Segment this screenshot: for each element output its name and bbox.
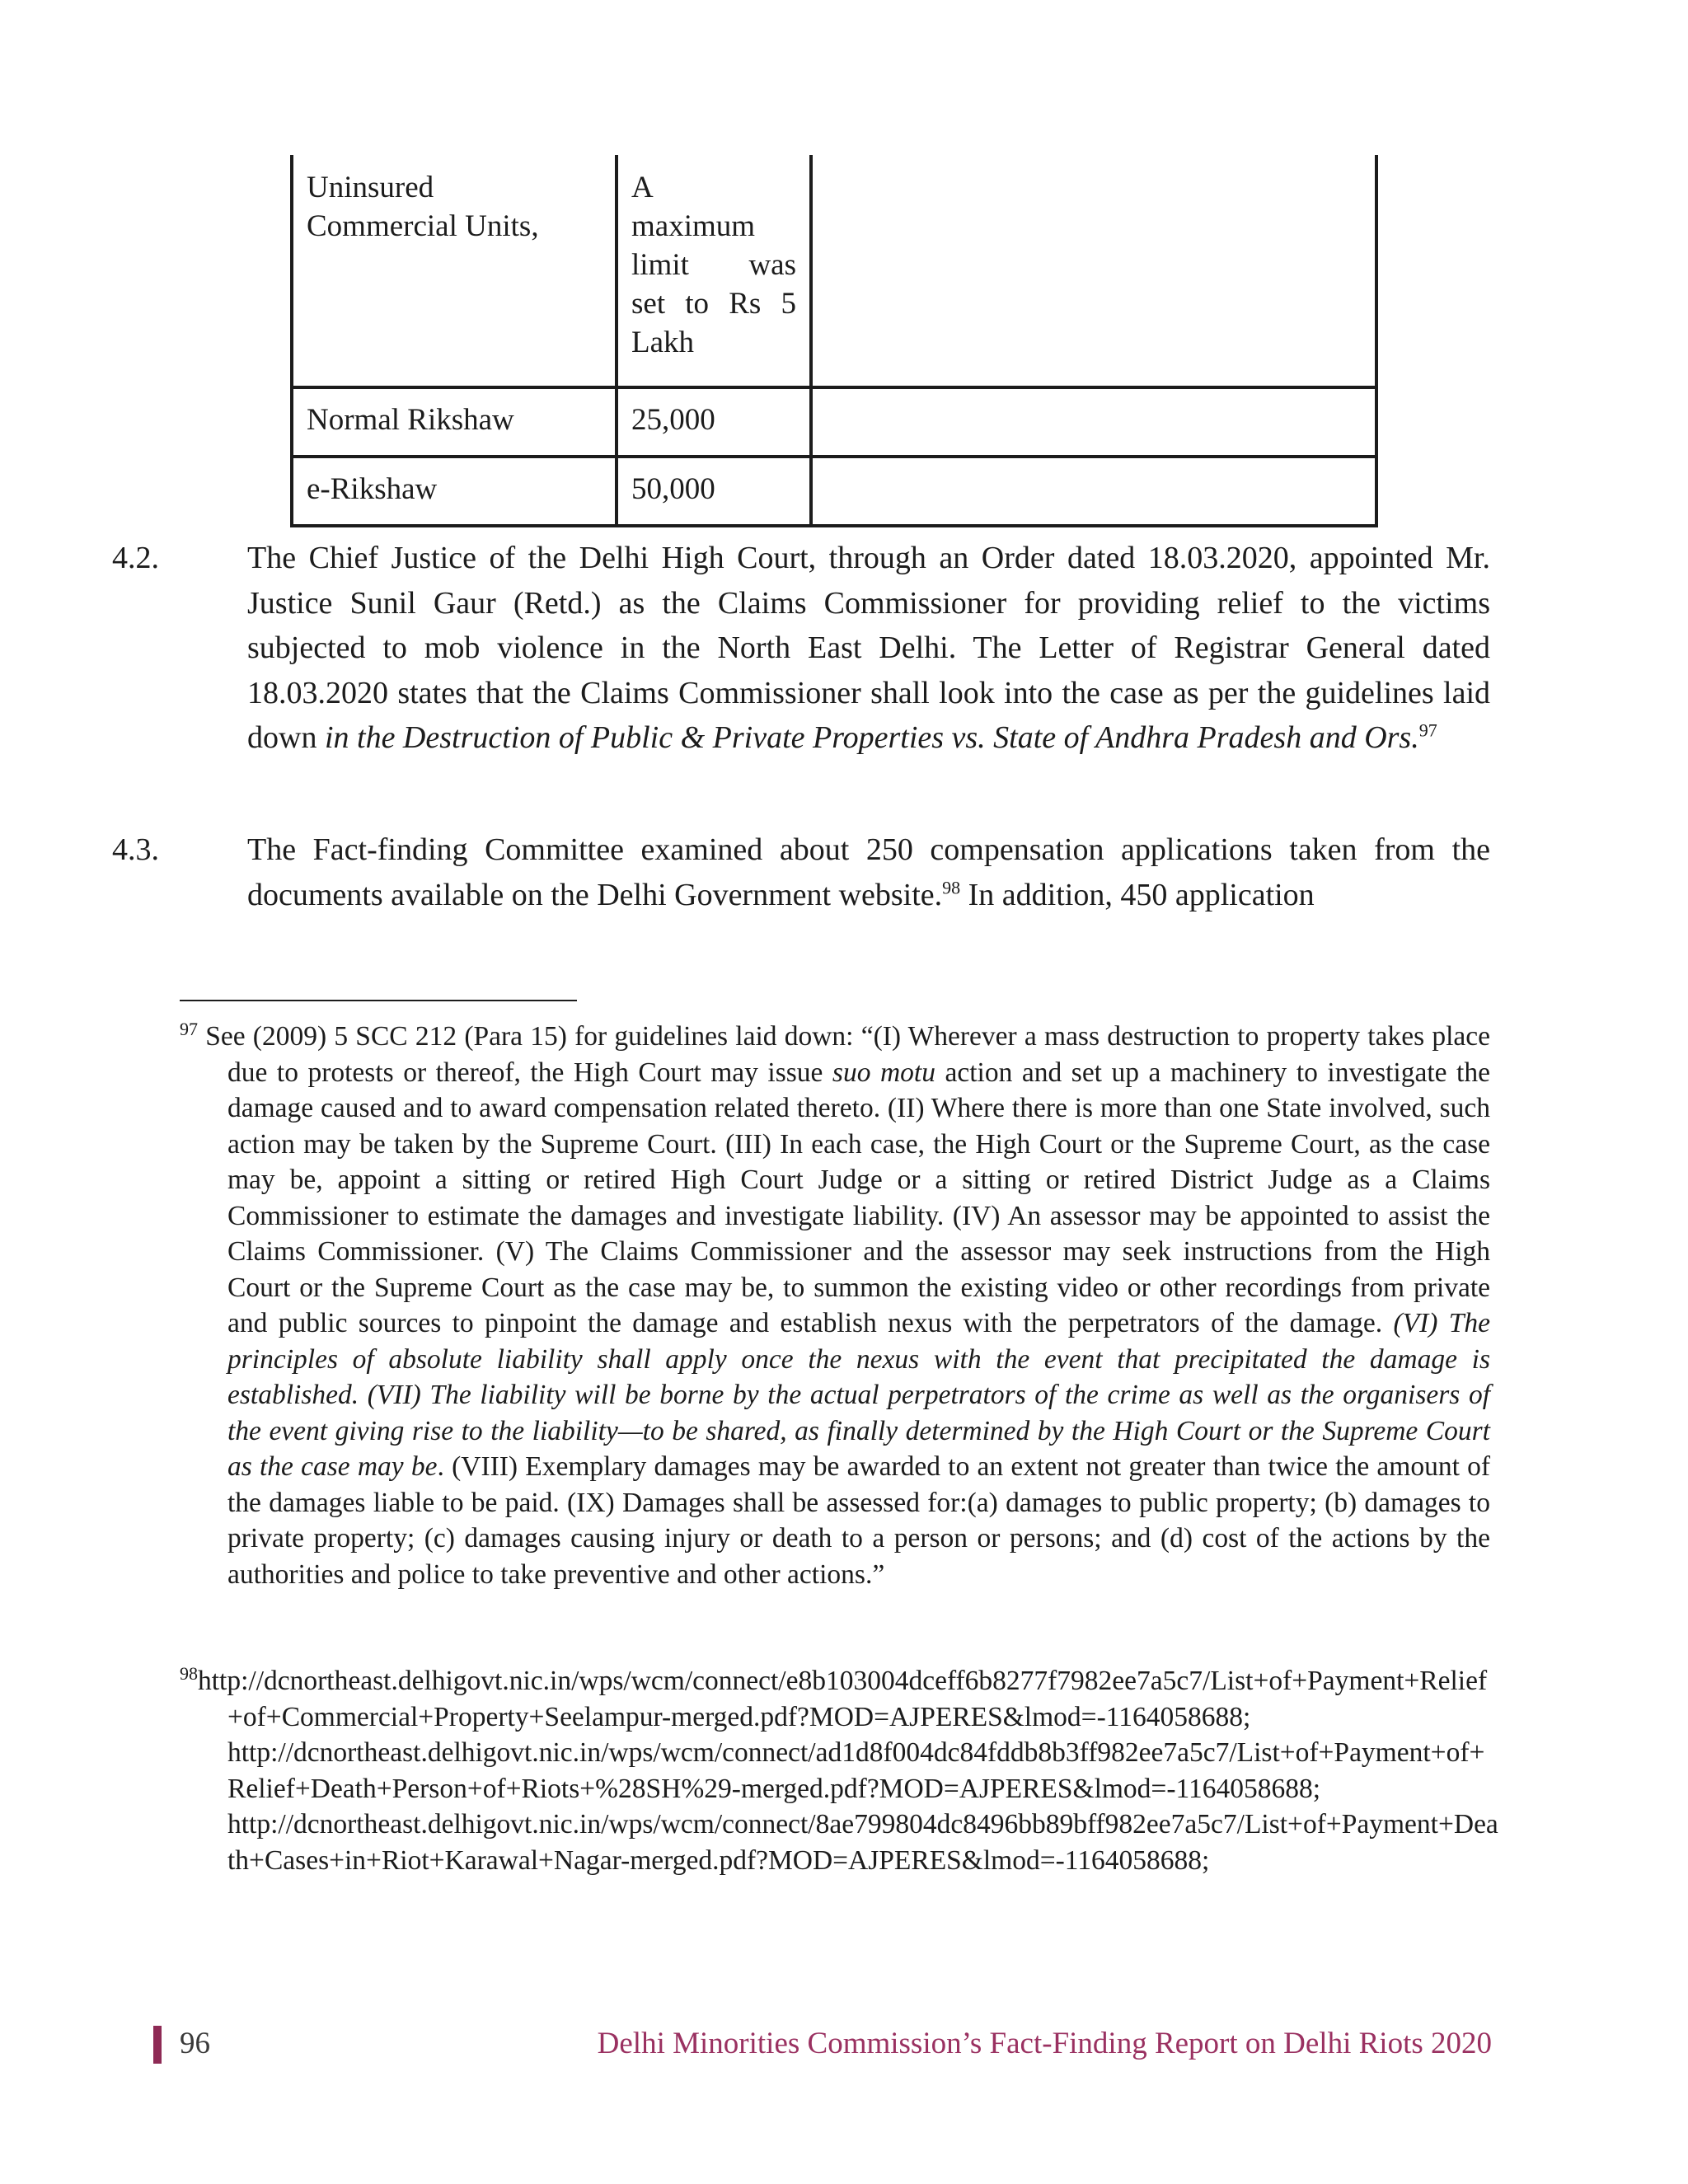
cell-line: Uninsured (307, 171, 434, 204)
paragraph-text-continued: In addition, 450 application (960, 877, 1315, 912)
footnote-marker: 97 (180, 1018, 198, 1039)
footnote-98 (180, 1663, 1498, 1878)
case-citation: in the Destruction of Public & Private Properties vs. State of Andhra Pradesh and Ors. (324, 720, 1419, 755)
table-cell-amount (617, 155, 811, 387)
table-row (292, 457, 1376, 526)
source-link[interactable]: http://dcnortheast.delhigovt.nic.in/wps/wcm/connect/8ae799804dc8496bb89bff982ee7a5c7/List+of+Payment+Death+Cases+in+Riot+Karawal+Nagar-merged.pdf?MOD=AJPERES&lmod=-1164058688; (227, 1809, 1498, 1876)
compensation-table (290, 155, 1378, 527)
paragraph-number: 4.3. (112, 832, 159, 867)
footnote-text: action and set up a machinery to investigate the damage caused and to award compensation related thereto. (II) Where there is more than one State involved, such action may be taken by the Supreme Court. (III) In each case, the High Court or the Supreme Court, as the case may be, appoint a sitting or retired High Court Judge or a sitting or retired District Judge as a Claims Commissioner to estimate the damages and investigate liability. (IV) An assessor may be appointed to assist the Claims Commissioner. (V) The Claims Commissioner and the assessor may seek instructions from the High Court or the Supreme Court as the case may be, to summon the existing video or other recordings from private and public sources to pinpoint the damage and establish nexus with the perpetrators of the damage. (227, 1057, 1490, 1338)
cell-line: maximum (631, 209, 756, 243)
footnote-ref-97[interactable]: 97 (1418, 719, 1437, 741)
table-cell-amount: 50,000 (617, 457, 811, 526)
table-cell-remarks (811, 457, 1376, 526)
footer-accent-bar (153, 2026, 162, 2064)
cell-line: limit was (631, 248, 796, 282)
running-footer-title: Delhi Minorities Commission’s Fact-Finding Report on Delhi Riots 2020 (597, 2027, 1492, 2060)
footnote-text: See (2009) 5 SCC 212 (Para 15) for guidelines laid down: “(I) Wherever a mass destruction to property takes place due to protests or thereof, the High Court may issue (198, 1021, 1490, 1088)
table-row (292, 387, 1376, 457)
table-cell-remarks (811, 387, 1376, 457)
table-cell-amount: 25,000 (617, 387, 811, 457)
page-number: 96 (180, 2027, 210, 2060)
table-cell-category: Normal Rikshaw (292, 387, 617, 457)
paragraph-4-2 (112, 536, 1490, 761)
paragraph-text: The Chief Justice of the Delhi High Court, through an Order dated 18.03.2020, appointed Mr. Justice Sunil Gaur (Retd.) as the Claims Commissioner for providing relief to the victims subjected to mob violence in the North East Delhi. The Letter of Registrar General dated 18.03.2020 states that the Claims Commissioner shall look into the case as per the guidelines laid down (247, 541, 1490, 755)
source-link[interactable]: http://dcnortheast.delhigovt.nic.in/wps/wcm/connect/ad1d8f004dc84fddb8b3ff982ee7a5c7/List+of+Payment+of+Relief+Death+Person+of+Riots+%28SH%29-merged.pdf?MOD=AJPERES&lmod=-1164058688; (227, 1737, 1485, 1804)
cell-line: Lakh (631, 326, 695, 359)
paragraph-text: The Fact-finding Committee examined about 250 compensation applications taken from the documents available on the Delhi Government website. (247, 832, 1490, 912)
footnote-marker: 98 (180, 1662, 198, 1684)
cell-line: Commercial Units, (307, 209, 539, 243)
paragraph-4-3 (112, 827, 1490, 917)
footnote-97 (180, 1019, 1490, 1592)
table-cell-remarks (811, 155, 1376, 387)
table-cell-category: e-Rikshaw (292, 457, 617, 526)
table-cell-category (292, 155, 617, 387)
cell-line: set to Rs 5 (631, 287, 796, 321)
footnote-ref-98[interactable]: 98 (942, 876, 961, 898)
source-link[interactable]: http://dcnortheast.delhigovt.nic.in/wps/wcm/connect/e8b103004dceff6b8277f7982ee7a5c7/List+of+Payment+Relief+of+Commercial+Property+Seelampur-merged.pdf?MOD=AJPERES&lmod=-1164058688; (198, 1666, 1488, 1732)
paragraph-number: 4.2. (112, 541, 159, 575)
footnote-italic: suo motu (832, 1057, 935, 1088)
footnote-text: . (VIII) Exemplary damages may be awarded to an extent not greater than twice the amount of the damages liable to be paid. (IX) Damages shall be assessed for:(a) damages to public property; (b) damages to private property; (c) damages causing injury or death to a person or persons; and (d) cost of the actions by the authorities and police to take preventive and other actions.” (227, 1451, 1490, 1590)
footnote-italic: (VI) The principles of absolute liability shall apply once the nexus with the event that precipitated the damage is established. (VII) The liability will be borne by the actual perpetrators of the crime as well as the organisers of the event giving rise to the liability—to be shared, as finally determined by the High Court or the Supreme Court as the case may be (227, 1308, 1490, 1482)
table-row (292, 155, 1376, 387)
cell-line: A (631, 171, 654, 204)
footnote-divider (180, 1000, 577, 1001)
